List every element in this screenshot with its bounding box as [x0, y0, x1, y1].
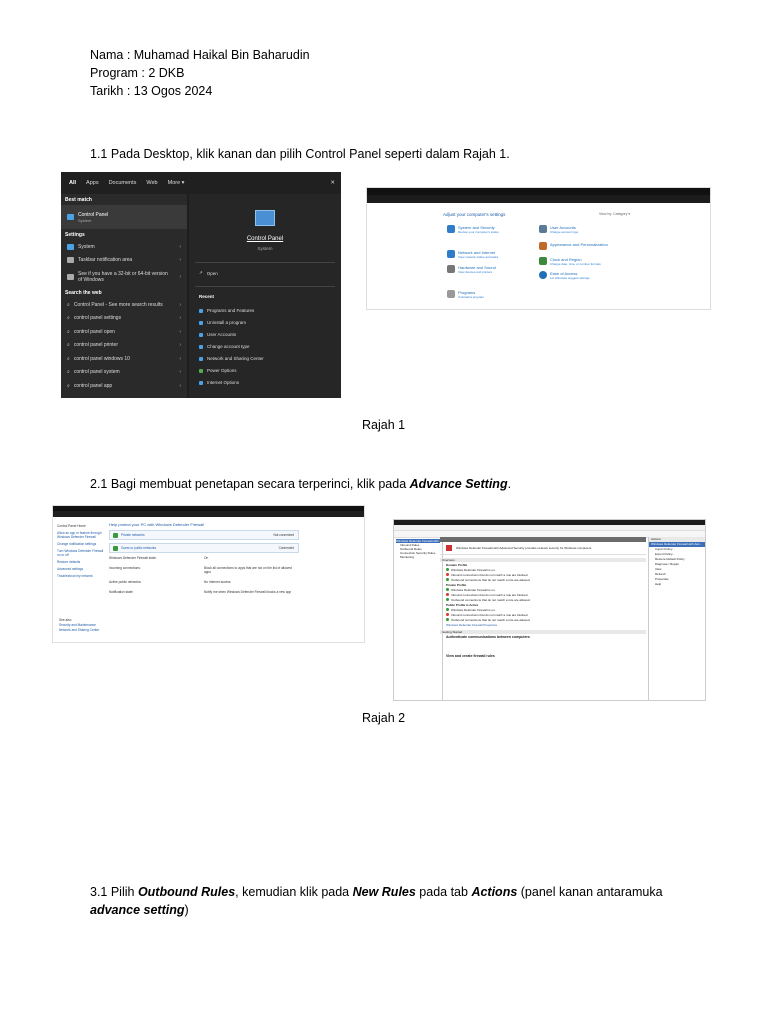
tab-documents: Documents: [108, 180, 137, 186]
search-icon: ⌕: [67, 369, 70, 376]
category-title: Programs: [458, 290, 476, 295]
category-sub: Change date, time, or number formats: [550, 262, 601, 266]
accessibility-icon: [539, 271, 547, 279]
overview-label: Overview: [442, 558, 455, 562]
sidebar-item-advanced-settings: Advanced settings: [57, 567, 84, 571]
power-icon: [199, 369, 203, 373]
recent-item: [199, 356, 264, 361]
search-icon: ⌕: [67, 342, 70, 349]
globe-icon: [447, 250, 455, 258]
web-item-label: Control Panel - See more search results: [73, 301, 163, 308]
control-panel-heading: Adjust your computer's settings: [443, 212, 506, 217]
see-also: [59, 618, 99, 633]
web-label: Search the web: [65, 289, 102, 296]
firewall-main: [109, 522, 299, 594]
web-item: [61, 339, 187, 353]
advanced-security-screenshot: [393, 519, 706, 701]
recent-item: [199, 368, 237, 373]
preview-pane: [189, 194, 341, 398]
private-network-status: Not connected: [273, 533, 294, 537]
settings-item-label: See if you have a 32-bit or 64-bit version of Windows: [78, 271, 168, 283]
step-1-text: 1.1 Pada Desktop, klik kanan dan pilih Control Panel seperti dalam Rajah 1.: [90, 147, 510, 161]
sidebar-item: Allow an app or feature through Windows Defender Firewall: [57, 531, 102, 539]
profile-name: Domain Profile: [446, 562, 468, 567]
category-title: Clock and Region: [550, 257, 582, 262]
action-item: Export Policy...: [655, 552, 675, 556]
settings-item: [61, 240, 187, 254]
settings-item-label: System: [78, 243, 95, 250]
check-icon: [446, 578, 449, 581]
check-icon: [446, 568, 449, 571]
sidebar-item: Control Panel Home: [57, 524, 86, 528]
step-3-emphasis: Outbound Rules: [137, 885, 236, 899]
tree-item-connection: Connection Security Rules: [400, 551, 436, 555]
sidebar-item: Restore defaults: [57, 560, 81, 564]
open-action: [199, 270, 218, 276]
control-panel-screenshot: [366, 187, 711, 310]
category-title: Appearance and Personalization: [550, 242, 608, 247]
search-icon: ⌕: [67, 328, 70, 335]
action-item: Restore Default Policy: [655, 557, 685, 561]
firewall-icon: [446, 545, 452, 551]
settings-item-label: Taskbar notification area: [78, 257, 133, 264]
profile-line-text: Inbound connections that do not match a rule are blocked.: [451, 592, 529, 597]
recent-item-label: Power Options: [207, 368, 237, 373]
category-title: Ease of Access: [550, 271, 578, 276]
preview-sub: System: [257, 246, 273, 251]
preview-title: Control Panel: [246, 236, 284, 242]
block-icon: [446, 573, 449, 576]
see-also-item: Security and Maintenance: [59, 623, 96, 627]
recent-item-label: Programs and Features: [207, 308, 255, 313]
appearance-icon: [539, 242, 547, 250]
profile-line-text: Windows Defender Firewall is on.: [451, 607, 496, 612]
tab-web: Web: [146, 180, 158, 186]
web-item: [61, 325, 187, 339]
see-also-item: Network and Sharing Center: [59, 628, 100, 632]
tree-item-root: Windows Defender Firewall with: [396, 539, 439, 543]
action-item: Help: [655, 582, 662, 586]
web-item-label: control panel system: [73, 369, 120, 376]
category-item: [539, 225, 578, 234]
category-sub: View devices and printers: [458, 270, 493, 274]
web-item: [61, 312, 187, 326]
recent-item: [199, 320, 246, 325]
chevron-right-icon: ›: [179, 342, 181, 349]
best-match-sub: System: [78, 217, 92, 223]
network-icon: [199, 357, 203, 361]
programs-icon: [447, 290, 455, 298]
check-icon: [446, 598, 449, 601]
action-item: Refresh: [655, 572, 666, 576]
recent-item-label: Uninstall a program: [207, 320, 247, 325]
category-item: [539, 242, 608, 250]
category-title: Hardware and Sound: [458, 265, 496, 270]
profile-name: Private Profile: [446, 582, 467, 587]
recent-item-label: User Accounts: [207, 332, 237, 337]
detail-value: Block all connections to apps that are not on the list of allowed apps: [204, 566, 292, 574]
detail-label: Windows Defender Firewall state:: [109, 556, 157, 560]
category-item: [447, 250, 498, 259]
category-item: [447, 290, 484, 299]
category-title: System and Security: [458, 225, 495, 230]
step-2-emphasis: Advance Setting: [409, 477, 508, 491]
check-icon: [446, 618, 449, 621]
action-item: Properties: [655, 577, 669, 581]
block-icon: [446, 593, 449, 596]
shield-icon: [447, 225, 455, 233]
figure-2-caption: Rajah 2: [362, 711, 406, 725]
actions-selected: Windows Defender Firewall with Adv...: [649, 542, 705, 547]
recent-item-label: Network and Sharing Center: [207, 356, 264, 361]
public-network-row: [109, 543, 299, 553]
profile-line-text: Inbound connections that do not match a rule are blocked.: [451, 612, 529, 617]
clock-icon: [539, 257, 547, 265]
category-item: [539, 257, 601, 266]
banner-text: Windows Defender Firewall with Advanced Security provides network security for Windows computers.: [456, 546, 593, 550]
recent-label: Recent: [199, 294, 215, 299]
student-info: [90, 46, 310, 100]
program-icon: [199, 309, 203, 313]
category-item: [447, 265, 496, 274]
tree-item-outbound: Outbound Rules: [400, 547, 422, 551]
open-icon: ↗: [199, 270, 203, 275]
step-3-emphasis: Actions: [471, 885, 518, 899]
globe-icon: [199, 381, 203, 385]
search-results: [61, 194, 187, 398]
search-icon: ⌕: [67, 382, 70, 389]
profile-line-text: Inbound connections that do not match a rule are blocked.: [451, 572, 529, 577]
chevron-right-icon: ›: [179, 369, 181, 376]
action-item: Diagnose / Repair: [655, 562, 680, 566]
profile-line-text: Outbound connections that do not match a rule are allowed.: [451, 597, 531, 602]
web-item: [61, 352, 187, 366]
tab-all: All: [69, 180, 77, 186]
date-line: Tarikh : 13 Ogos 2024: [90, 84, 213, 98]
web-item-label: control panel printer: [73, 342, 119, 349]
program-line: Program : 2 DKB: [90, 66, 185, 80]
chevron-right-icon: ›: [179, 301, 181, 308]
firewall-details: [109, 556, 299, 594]
recent-item: [199, 380, 239, 385]
actions-pane: [648, 537, 705, 700]
program-icon: [199, 321, 203, 325]
user-icon: [199, 345, 203, 349]
web-item: [61, 366, 187, 380]
profile-line-text: Outbound connections that do not match a rule are allowed.: [451, 617, 531, 622]
chevron-right-icon: ›: [179, 382, 181, 389]
view-by: View by: Category ▾: [599, 212, 631, 216]
detail-value: On: [204, 556, 209, 560]
web-item-label: control panel open: [73, 328, 115, 335]
chevron-right-icon: ›: [179, 257, 181, 264]
auth-heading: Authenticate communications between computers: [446, 634, 530, 639]
navigation-tree: [394, 537, 443, 700]
close-icon: ✕: [330, 180, 335, 186]
detail-value: No Internet access: [204, 580, 231, 584]
settings-item: [61, 267, 187, 287]
search-icon: ⌕: [67, 301, 70, 308]
private-network-label: Private networks: [121, 533, 145, 537]
divider: [195, 262, 335, 263]
address-bar: [53, 511, 364, 517]
sidebar-item: Troubleshoot my network: [57, 574, 93, 578]
sidebar-item: Change notification settings: [57, 542, 97, 546]
category-title: Network and Internet: [458, 250, 496, 255]
recent-item-label: Internet Options: [207, 380, 240, 385]
properties-link: Windows Defender Firewall Properties: [446, 622, 498, 627]
window-titlebar: [367, 188, 710, 195]
overview-pane: [440, 537, 646, 700]
category-sub: Uninstall a program: [458, 295, 485, 299]
step-3-line-1: [90, 883, 663, 901]
category-item: [447, 225, 499, 234]
search-tabs: [61, 172, 341, 194]
profile-line-text: Windows Defender Firewall is on.: [451, 567, 496, 572]
check-icon: [446, 608, 449, 611]
web-item-label: control panel windows 10: [73, 355, 130, 362]
tree-item-inbound: Inbound Rules: [400, 543, 420, 547]
taskbar-icon: [67, 257, 74, 263]
chevron-right-icon: ›: [179, 274, 181, 280]
step-3-part: , kemudian klik pada: [235, 885, 353, 899]
block-icon: [446, 613, 449, 616]
profile-line-text: Windows Defender Firewall is on.: [451, 587, 496, 592]
action-item: Import Policy...: [655, 547, 675, 551]
open-label: Open: [206, 270, 218, 276]
step-3-part: ): [184, 903, 189, 917]
settings-item: [61, 254, 187, 268]
tab-apps: Apps: [86, 180, 99, 186]
control-panel-large-icon: [255, 210, 275, 226]
category-sub: Review your computer's status: [458, 230, 499, 234]
recent-item: [199, 344, 250, 349]
chevron-right-icon: ›: [179, 328, 181, 335]
name-line: Nama : Muhamad Haikal Bin Baharudin: [90, 48, 310, 62]
detail-label: Incoming connections:: [109, 566, 141, 570]
see-also-label: See also: [59, 618, 72, 622]
info-icon: [67, 274, 74, 280]
best-match-title: Control Panel: [78, 211, 109, 218]
step-3-part: (panel kanan antaramuka: [517, 885, 663, 899]
step-3-part: 3.1 Pilih: [90, 885, 138, 899]
shield-icon: [113, 546, 118, 551]
start-menu-screenshot: [61, 172, 341, 398]
action-item: View: [655, 567, 662, 571]
category-title: User Accounts: [550, 225, 576, 230]
detail-label: Active public networks:: [109, 580, 142, 584]
recent-item: [199, 308, 254, 313]
recent-item-label: Change account type: [207, 344, 250, 349]
private-network-row: [109, 530, 299, 540]
step-2-suffix: .: [507, 477, 512, 491]
actions-label: Actions: [649, 537, 705, 542]
step-3-line-2: [90, 901, 663, 919]
firewall-screenshot: [52, 505, 365, 643]
search-icon: ⌕: [67, 315, 70, 322]
view-rules-heading: View and create firewall rules: [446, 653, 495, 658]
search-icon: ⌕: [67, 355, 70, 362]
getting-started-label: Getting Started: [442, 630, 463, 634]
sidebar-item: Turn Windows Defender Firewall on or off: [57, 549, 104, 557]
step-3-emphasis: advance setting: [90, 903, 185, 917]
tab-more: More ▾: [167, 180, 185, 186]
step-3-part: pada tab: [415, 885, 472, 899]
address-bar: [367, 195, 710, 203]
user-icon: [199, 333, 203, 337]
category-sub: View network status and tasks: [458, 255, 499, 259]
firewall-sidebar: [57, 524, 107, 581]
detail-value: Notify me when Windows Defender Firewall blocks a new app: [204, 590, 292, 594]
profile-name: Public Profile is Active: [446, 602, 479, 607]
control-panel-icon: [67, 214, 74, 220]
best-match-label: Best match: [65, 196, 92, 203]
figure-1-caption: Rajah 1: [362, 418, 406, 432]
public-network-label: Guest or public networks: [121, 546, 157, 550]
chevron-right-icon: ›: [179, 315, 181, 322]
chevron-right-icon: ›: [179, 355, 181, 362]
category-sub: Let Windows suggest settings: [550, 276, 590, 280]
system-icon: [67, 244, 74, 250]
category-item: [539, 271, 590, 280]
chevron-right-icon: ›: [179, 243, 181, 250]
check-icon: [446, 588, 449, 591]
tree-item-monitoring: Monitoring: [400, 555, 415, 559]
profile-line-text: Outbound connections that do not match a rule are allowed.: [451, 577, 531, 582]
category-sub: Change account type: [550, 230, 579, 234]
settings-label: Settings: [65, 231, 85, 238]
step-3-text: [90, 883, 663, 919]
best-match-item: [61, 205, 187, 229]
step-2-prefix: 2.1 Bagi membuat penetapan secara terperinci, klik pada: [90, 477, 410, 491]
shield-icon: [113, 533, 118, 538]
users-icon: [539, 225, 547, 233]
step-2-text: [90, 475, 511, 493]
web-item-label: control panel app: [73, 382, 113, 389]
divider: [195, 286, 335, 287]
web-item: [61, 298, 187, 312]
web-item: [61, 379, 187, 393]
printer-icon: [447, 265, 455, 273]
public-network-status: Connected: [278, 546, 294, 550]
step-3-emphasis: New Rules: [352, 885, 416, 899]
firewall-heading: Help protect your PC with Windows Defender Firewall: [109, 522, 205, 527]
overview-banner: [440, 542, 646, 555]
web-item-label: control panel settings: [73, 315, 122, 322]
detail-label: Notification state:: [109, 590, 134, 594]
recent-item: [199, 332, 236, 337]
